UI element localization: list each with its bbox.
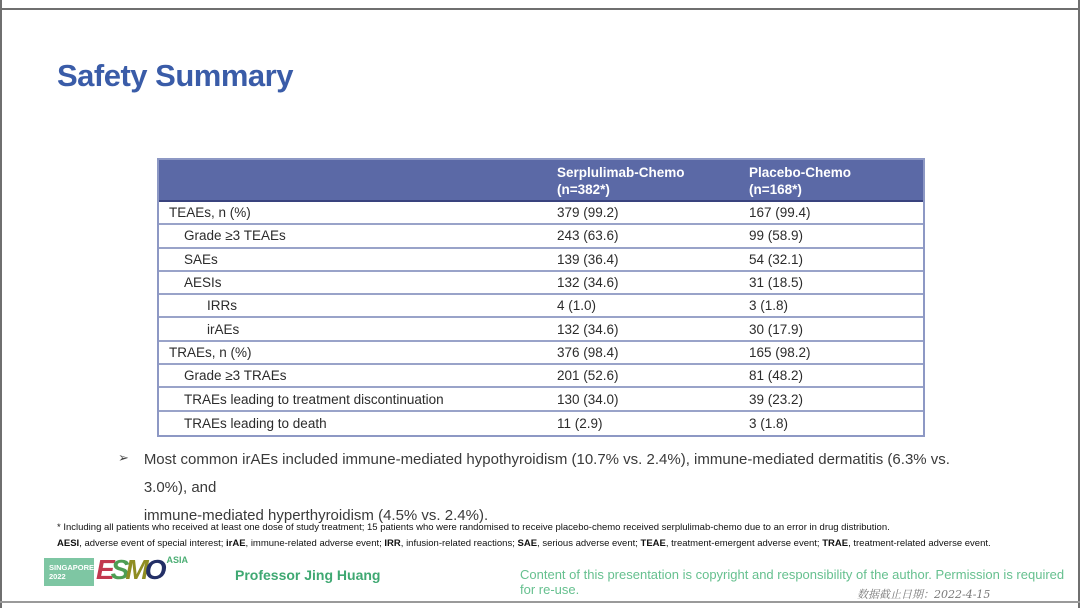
abbreviation-definition: , adverse event of special interest; — [79, 537, 226, 549]
header-empty-cell — [159, 160, 547, 200]
esmo-letters — [96, 556, 162, 584]
abbreviation-term: TEAE — [640, 537, 666, 549]
serplulimab-value: 130 (34.0) — [557, 391, 619, 407]
placebo-value: 165 (98.2) — [749, 344, 811, 360]
header-placebo-name: Placebo-Chemo — [749, 165, 852, 180]
placebo-value: 30 (17.9) — [749, 321, 804, 337]
placebo-value: 39 (23.2) — [749, 391, 804, 407]
abbreviation-term: AESI — [57, 537, 80, 549]
bullet-arrow-icon: ➢ — [118, 450, 129, 465]
placebo-value: 3 (1.8) — [749, 298, 789, 314]
placebo-value: 54 (32.1) — [749, 251, 804, 267]
header-serplulimab-name: Serplulimab-Chemo — [557, 165, 685, 180]
table-row — [159, 249, 923, 272]
row-label: IRRs — [207, 298, 237, 314]
placebo-value: 81 (48.2) — [749, 368, 804, 384]
abbreviation-term: IRR — [384, 537, 401, 549]
presenter-name: Professor Jing Huang — [235, 567, 381, 583]
table-row — [159, 272, 923, 295]
table-body — [159, 202, 923, 435]
badge-year: 2022 — [49, 572, 66, 581]
serplulimab-value: 376 (98.4) — [557, 344, 619, 360]
bullet-text — [144, 446, 988, 530]
row-label: TRAEs, n (%) — [169, 344, 252, 360]
table-row — [159, 318, 923, 341]
placebo-value: 3 (1.8) — [749, 415, 789, 431]
esmo-letter-e: E — [96, 554, 111, 585]
abbreviation-term: TRAE — [822, 537, 849, 549]
abbreviation-term: irAE — [226, 537, 246, 549]
row-label: TEAEs, n (%) — [169, 205, 251, 221]
esmo-letter-s: S — [110, 554, 126, 585]
serplulimab-value: 11 (2.9) — [557, 415, 603, 431]
table-row — [159, 342, 923, 365]
header-placebo-n: (n=168*) — [749, 182, 802, 197]
footnotes — [57, 520, 1062, 551]
row-label: AESIs — [184, 275, 222, 291]
placebo-value: 99 (58.9) — [749, 228, 804, 244]
abbreviation-term: SAE — [517, 537, 538, 549]
esmo-asia-logo — [44, 556, 188, 586]
serplulimab-value: 201 (52.6) — [557, 368, 619, 384]
abbreviation-definition: , serious adverse event; — [537, 537, 641, 549]
table-row — [159, 412, 923, 435]
header-serplulimab-chemo — [547, 160, 739, 200]
table-row — [159, 202, 923, 225]
serplulimab-value: 132 (34.6) — [557, 275, 619, 291]
footnote-asterisk: * Including all patients who received at least one dose of study treatment; 15 patients who were randomised to receive placebo-chemo received serplulimab-chemo due to an error in drug distribution. — [57, 522, 890, 533]
serplulimab-value: 139 (36.4) — [557, 251, 619, 267]
footnote-abbreviations — [57, 536, 1062, 552]
serplulimab-value: 243 (63.6) — [557, 228, 619, 244]
esmo-region-asia: ASIA — [166, 555, 188, 565]
table-row — [159, 295, 923, 318]
slide-border-top — [0, 8, 1080, 10]
abbreviation-definition: , treatment-related adverse event. — [848, 537, 991, 549]
serplulimab-value: 379 (99.2) — [557, 205, 619, 221]
esmo-letter-m: M — [125, 554, 145, 585]
row-label: irAEs — [207, 321, 240, 337]
table-row — [159, 365, 923, 388]
serplulimab-value: 4 (1.0) — [557, 298, 597, 314]
singapore-2022-badge — [44, 558, 94, 586]
key-finding-bullet — [118, 446, 988, 530]
placebo-value: 31 (18.5) — [749, 275, 804, 291]
serplulimab-value: 132 (34.6) — [557, 321, 619, 337]
abbreviation-definition: , treatment-emergent adverse event; — [665, 537, 823, 549]
abbreviation-definition: , infusion-related reactions; — [400, 537, 518, 549]
table-row — [159, 225, 923, 248]
row-label: Grade ≥3 TEAEs — [184, 228, 286, 244]
row-label: SAEs — [184, 251, 218, 267]
row-label: Grade ≥3 TRAEs — [184, 368, 287, 384]
row-label: TRAEs leading to treatment discontinuation — [184, 391, 444, 407]
placebo-value: 167 (99.4) — [749, 205, 811, 221]
header-placebo-chemo — [739, 160, 923, 200]
data-cutoff-date: 数据截止日期：2022-4-15 — [857, 588, 991, 601]
abbreviation-definition: , immune-related adverse event; — [245, 537, 385, 549]
esmo-letter-o: O — [144, 554, 163, 585]
safety-summary-table — [157, 158, 925, 437]
bullet-text-line1: Most common irAEs included immune-mediated hypothyroidism (10.7% vs. 2.4%), immune-mediated dermatitis (6.3% vs. 3.0%), and — [143, 451, 950, 496]
row-label: TRAEs leading to death — [184, 415, 327, 431]
header-serplulimab-n: (n=382*) — [557, 182, 610, 197]
table-header — [159, 160, 923, 202]
table-row — [159, 388, 923, 411]
badge-city: SINGAPORE — [49, 563, 95, 572]
copyright-notice: Content of this presentation is copyright and responsibility of the author. Permission is required for re-use. — [520, 567, 1065, 597]
page-title: Safety Summary — [57, 58, 293, 93]
bullet-text-line2: immune-mediated hyperthyroidism (4.5% vs. 2.4%). — [143, 507, 489, 524]
